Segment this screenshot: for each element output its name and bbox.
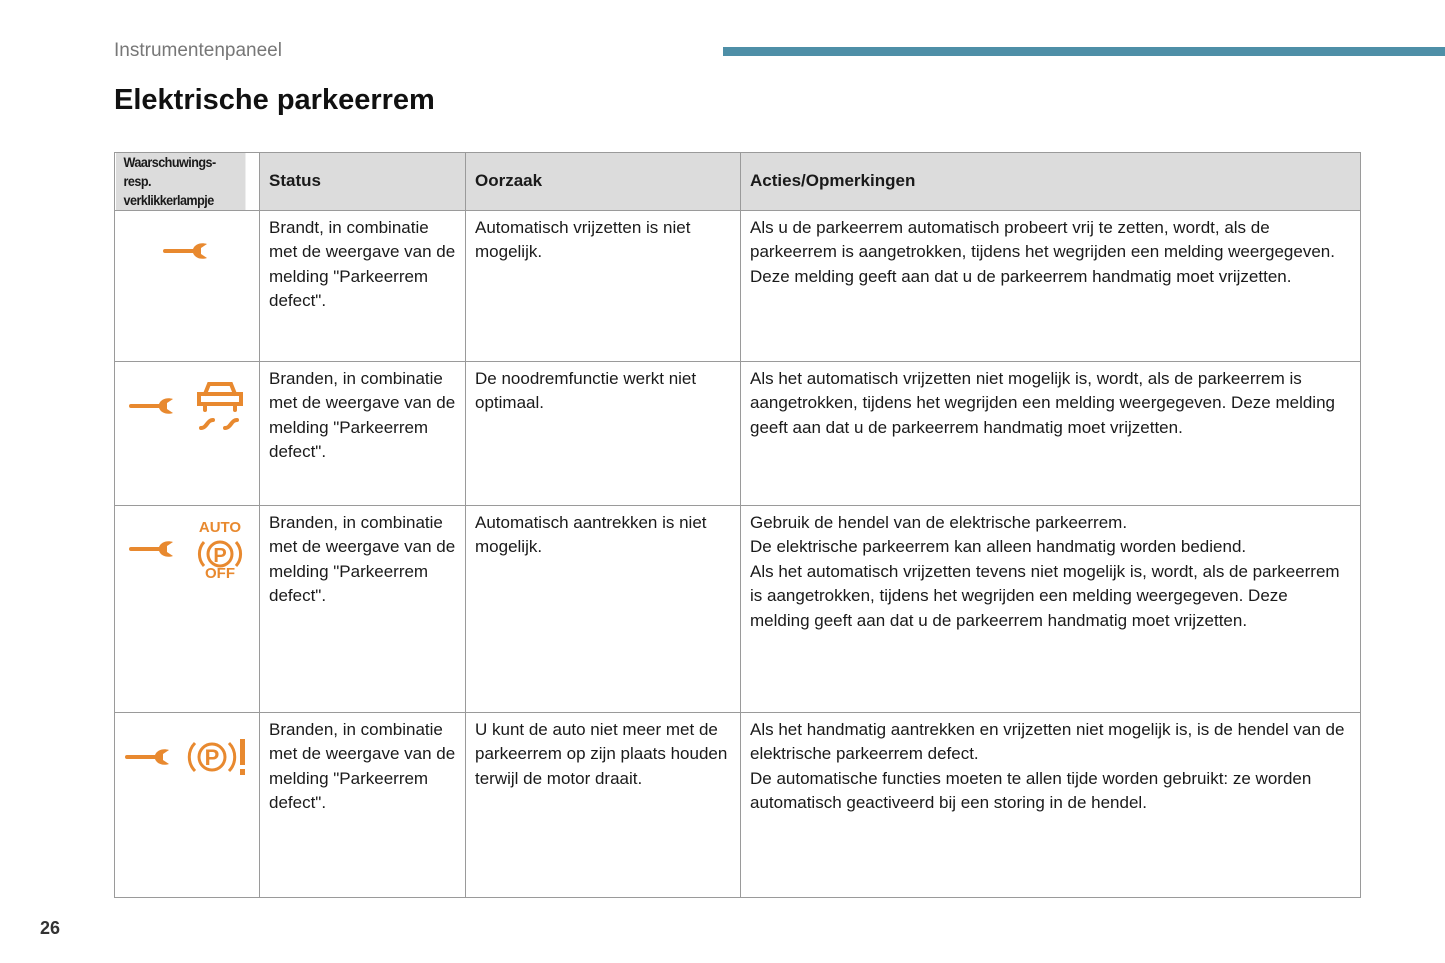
actions-cell bbox=[741, 713, 1361, 898]
action-text: Als het handmatig aantrekken en vrijzetten niet mogelijk is, is de hendel van de elektrische parkeerrem defect. bbox=[750, 720, 1345, 764]
cause-cell: Automatisch vrijzetten is niet mogelijk. bbox=[466, 211, 741, 362]
icon-label: AUTO bbox=[198, 519, 242, 536]
car-skid-icon bbox=[195, 380, 245, 432]
table-row bbox=[115, 211, 1361, 362]
table-header-row bbox=[115, 153, 1361, 211]
cause-cell: U kunt de auto niet meer met de parkeerrem op zijn plaats houden terwijl de motor draait. bbox=[466, 713, 741, 898]
wrench-icon bbox=[129, 539, 177, 559]
status-cell: Branden, in combinatie met de weergave van de melding "Parkeerrem defect". bbox=[260, 362, 466, 506]
table-row bbox=[115, 713, 1361, 898]
page-title: Elektrische parkeerrem bbox=[114, 84, 435, 116]
column-header-lamp: Waarschuwings- resp. verklikkerlampje bbox=[115, 153, 246, 211]
actions-cell bbox=[741, 506, 1361, 713]
table-row bbox=[115, 506, 1361, 713]
cause-cell: De noodremfunctie werkt niet optimaal. bbox=[466, 362, 741, 506]
action-text: De automatische functies moeten te allen tijde worden gebruikt: ze worden automatisch geactiveerd bij een storing in de hendel. bbox=[750, 768, 1312, 813]
wrench-icon bbox=[125, 747, 173, 767]
section-bar bbox=[723, 47, 1445, 56]
status-cell: Branden, in combinatie met de weergave van de melding "Parkeerrem defect". bbox=[260, 713, 466, 898]
column-header-status: Status bbox=[260, 153, 466, 211]
status-cell: Branden, in combinatie met de weergave van de melding "Parkeerrem defect". bbox=[260, 506, 466, 713]
cause-cell: Automatisch aantrekken is niet mogelijk. bbox=[466, 506, 741, 713]
column-header-actions: Acties/Opmerkingen bbox=[741, 153, 1361, 211]
action-text: Als het automatisch vrijzetten niet mogelijk is, wordt, als de parkeerrem is aangetrokken, tijdens het wegrijden een melding weergegeven. Deze melding geeft aan dat u de parkeerrem handmatig moet vrijzetten. bbox=[750, 369, 1335, 437]
icon-label: P bbox=[204, 745, 220, 770]
action-text: Als u de parkeerrem automatisch probeert vrij te zetten, wordt, als de parkeerrem is aangetrokken, tijdens het wegrijden een melding weergegeven. Deze melding geeft aan dat u de parkeerrem handmatig moet vrijzetten. bbox=[750, 218, 1335, 286]
action-text: Als het automatisch vrijzetten tevens niet mogelijk is, wordt, als de parkeerrem is aangetrokken, tijdens het wegrijden een melding weergegeven. Deze melding geeft aan dat u de parkeerrem handmatig moet vrijzetten. bbox=[750, 561, 1340, 630]
icon-label: P bbox=[213, 545, 227, 567]
auto-p-off-icon bbox=[195, 518, 245, 580]
action-text: De elektrische parkeerrem kan alleen handmatig worden bediend. bbox=[750, 537, 1247, 557]
action-text: Gebruik de hendel van de elektrische parkeerrem. bbox=[750, 513, 1128, 532]
icon-label: OFF bbox=[205, 565, 235, 580]
warning-lights-table bbox=[114, 152, 1361, 898]
page-number: 26 bbox=[40, 918, 61, 938]
actions-cell bbox=[741, 362, 1361, 506]
section-title: Instrumentenpaneel bbox=[114, 40, 282, 61]
status-cell: Brandt, in combinatie met de weergave van de melding "Parkeerrem defect". bbox=[260, 211, 466, 362]
column-header-cause: Oorzaak bbox=[466, 153, 741, 211]
wrench-icon bbox=[163, 241, 211, 261]
actions-cell bbox=[741, 211, 1361, 362]
parking-brake-fault-icon bbox=[187, 737, 249, 777]
table-row bbox=[115, 362, 1361, 506]
wrench-icon bbox=[129, 396, 177, 416]
